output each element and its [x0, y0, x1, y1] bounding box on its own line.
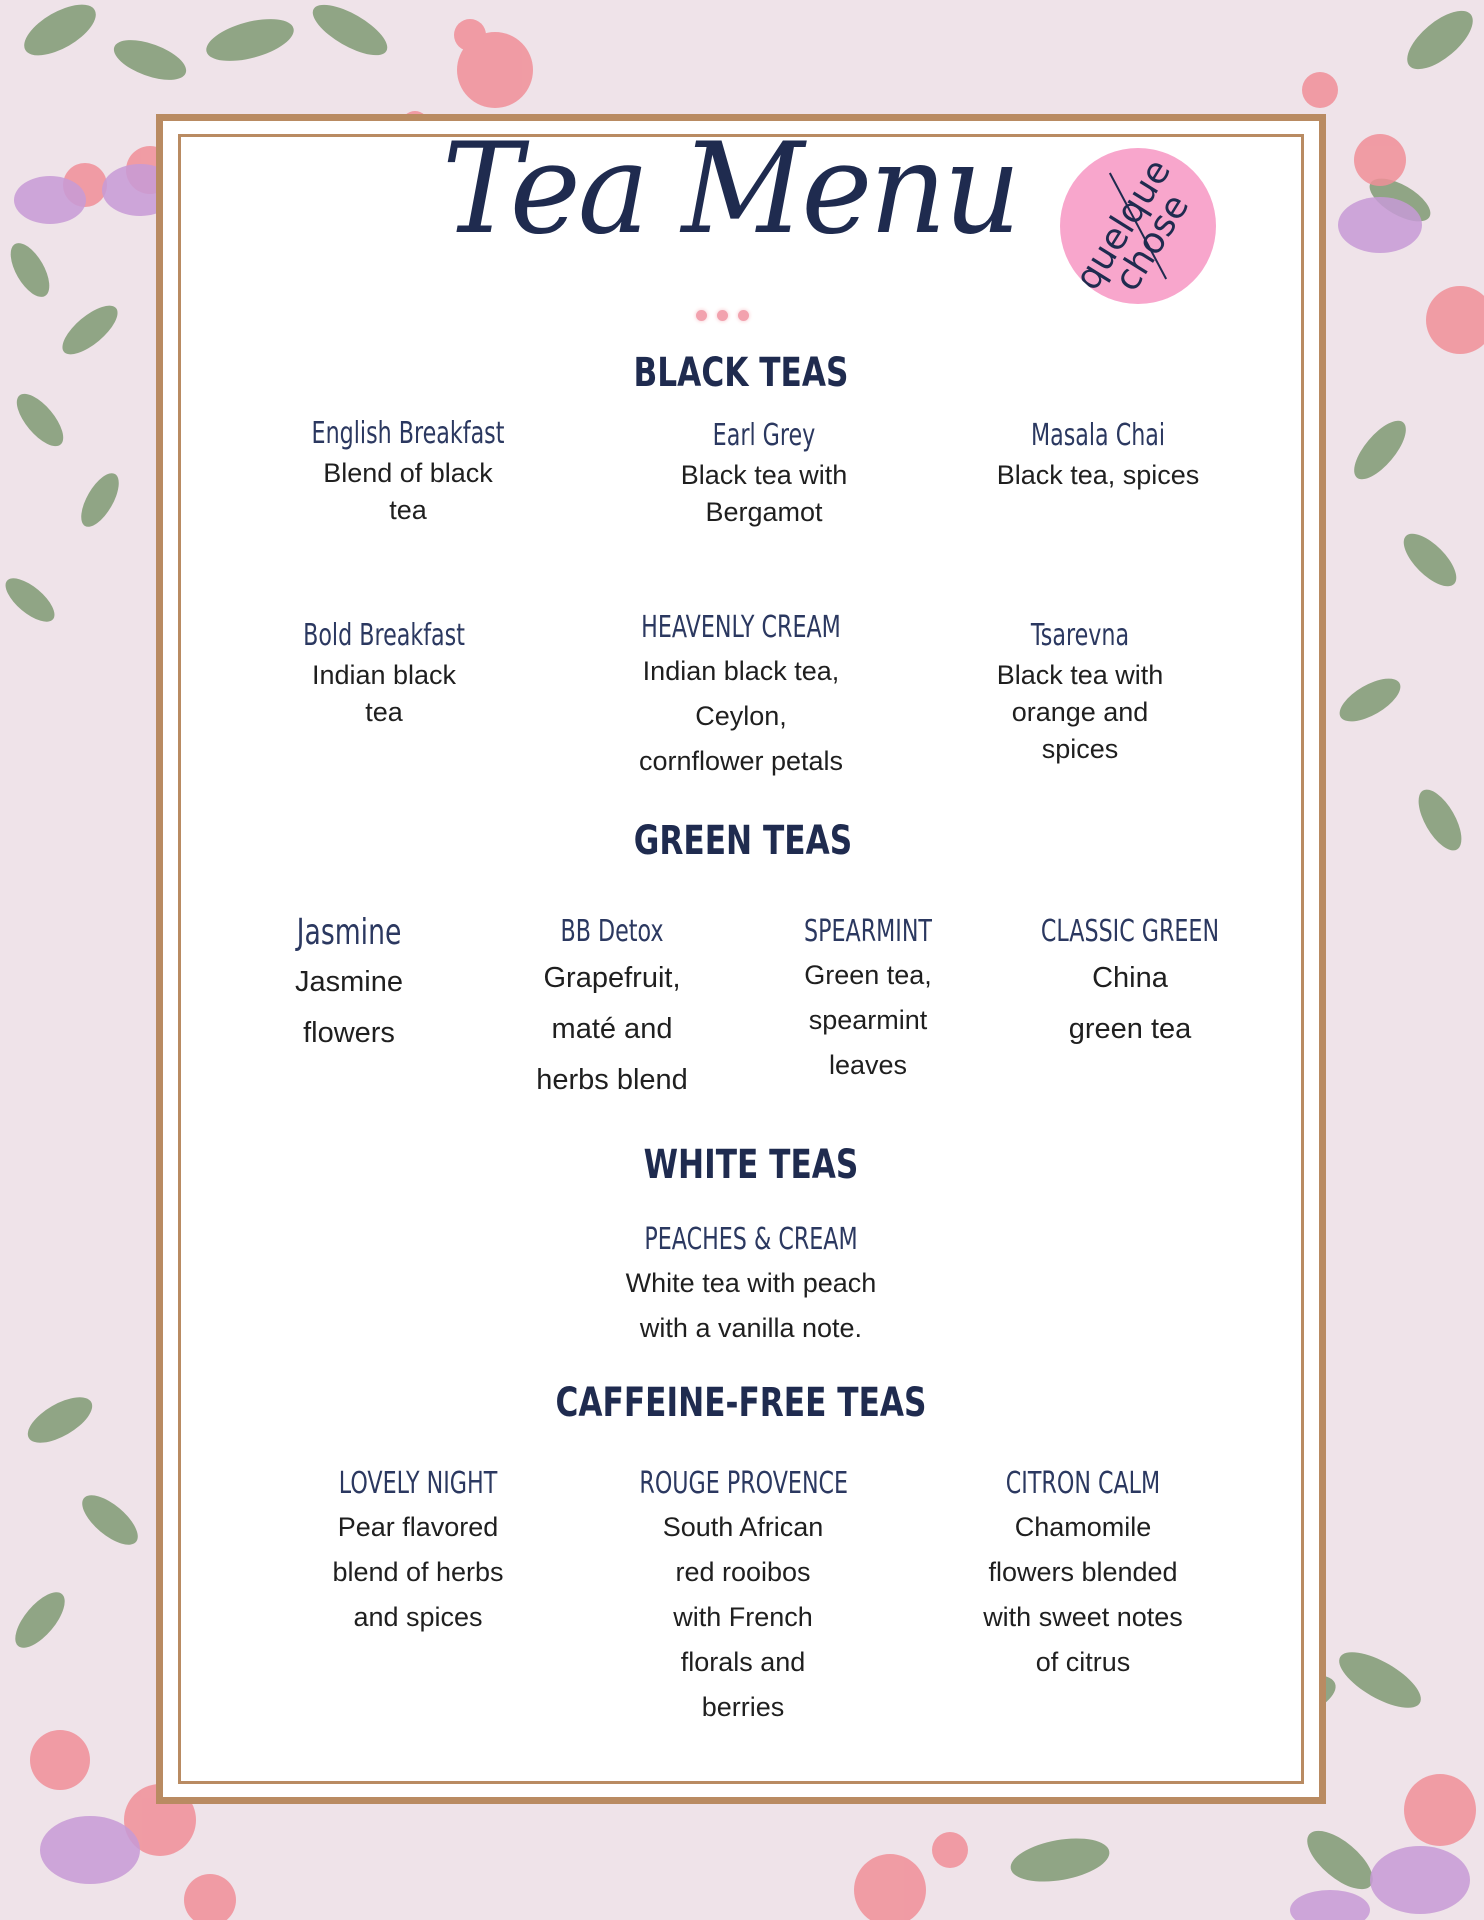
divider-dots — [696, 310, 749, 321]
item-description: Chamomile flowers blended with sweet notes of citrus — [983, 1512, 1183, 1677]
menu-item — [748, 914, 988, 1088]
item-description: Indian black tea, Ceylon, cornflower petals — [638, 656, 844, 776]
item-name: Jasmine — [296, 912, 402, 953]
menu-item — [278, 1466, 558, 1640]
menu-item — [958, 418, 1238, 494]
item-description: Black tea with orange and spices — [996, 660, 1164, 764]
item-name: PEACHES & CREAM — [644, 1222, 858, 1257]
item-description: Jasmine flowers — [295, 966, 403, 1049]
item-name: Tsarevna — [1030, 618, 1130, 653]
item-name: Bold Breakfast — [303, 618, 465, 653]
menu-item — [268, 416, 548, 529]
divider-dot — [696, 310, 707, 321]
item-description: Indian black tea — [311, 660, 457, 727]
item-name: Masala Chai — [1030, 418, 1166, 453]
item-name: English Breakfast — [311, 416, 505, 451]
item-description: Black tea with Bergamot — [680, 460, 848, 527]
item-name: Earl Grey — [712, 418, 816, 453]
item-description: South African red rooibos with French florals and berries — [662, 1512, 824, 1722]
item-name: ROUGE PROVENCE — [639, 1466, 849, 1501]
item-description: Pear flavored blend of herbs and spices — [332, 1512, 504, 1632]
item-name: CLASSIC GREEN — [1040, 914, 1220, 949]
section-heading-white-teas: WHITE TEAS — [643, 1142, 859, 1188]
menu-item — [603, 1466, 883, 1730]
menu-item — [1000, 914, 1260, 1055]
item-description: China green tea — [1068, 962, 1192, 1045]
logo-text: quelque chose — [1067, 152, 1198, 299]
divider-dot — [738, 310, 749, 321]
item-description: Black tea, spices — [996, 460, 1200, 490]
item-description: Green tea, spearmint leaves — [804, 960, 932, 1080]
item-name: HEAVENLY CREAM — [641, 610, 841, 645]
item-description: Blend of black tea — [323, 458, 493, 525]
section-heading-black-teas: BLACK TEAS — [633, 350, 849, 396]
menu-item — [943, 1466, 1223, 1685]
item-description: White tea with peach with a vanilla note. — [625, 1268, 877, 1343]
item-description: Grapefruit, maté and herbs blend — [536, 962, 688, 1096]
menu-title: Tea Menu — [442, 116, 1018, 263]
item-name: CITRON CALM — [1005, 1466, 1161, 1501]
section-heading-caffeine-free-teas: CAFFEINE-FREE TEAS — [555, 1380, 927, 1426]
brand-logo — [1060, 148, 1216, 304]
item-name: SPEARMINT — [804, 914, 932, 949]
menu-item — [591, 610, 891, 784]
menu-item — [940, 618, 1220, 768]
menu-item — [229, 912, 469, 1059]
menu-item — [244, 618, 524, 731]
section-heading-green-teas: GREEN TEAS — [633, 818, 853, 864]
menu-item — [492, 914, 732, 1106]
item-name: BB Detox — [560, 914, 664, 949]
menu-item — [624, 418, 904, 531]
item-name: LOVELY NIGHT — [338, 1466, 498, 1501]
divider-dot — [717, 310, 728, 321]
menu-item — [591, 1222, 911, 1351]
